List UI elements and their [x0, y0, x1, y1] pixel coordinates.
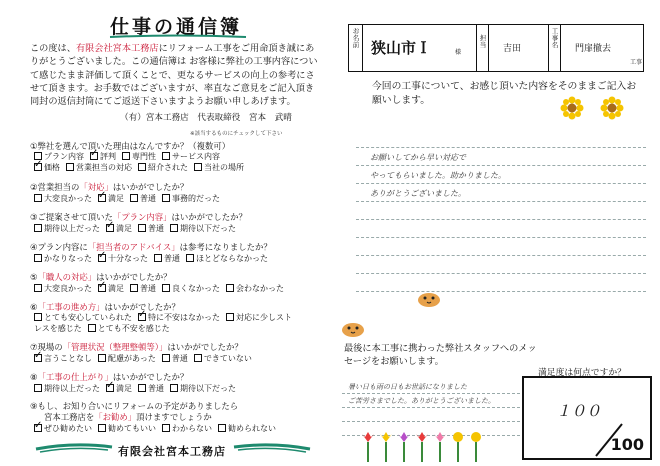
checkbox-checked[interactable]	[98, 284, 106, 292]
checkbox[interactable]	[194, 354, 202, 362]
checkbox[interactable]	[122, 152, 130, 160]
bird-mascot-icon-2	[340, 318, 366, 338]
option-label: 満足	[108, 284, 124, 293]
work-name: 門扉撤去	[575, 44, 612, 54]
handwritten-comment-2: やってもらいました。助かりました。	[370, 171, 506, 180]
checkbox-checked[interactable]	[138, 313, 146, 321]
option-item[interactable]	[226, 283, 284, 294]
checkbox[interactable]	[34, 224, 42, 232]
option-item[interactable]	[122, 151, 156, 162]
option-item[interactable]	[138, 223, 164, 234]
checkbox[interactable]	[162, 284, 170, 292]
checkbox[interactable]	[98, 424, 106, 432]
bird-mascot-icon	[416, 288, 442, 308]
q8-options	[34, 383, 242, 394]
option-label: 対応に少しスト	[236, 313, 292, 322]
option-label: 満足	[116, 384, 132, 393]
q2-options	[34, 193, 226, 204]
option-label: 満足	[116, 224, 132, 233]
question-4: ④プラン内容に「担当者のアドバイス」は参考になりましたか？	[30, 242, 272, 252]
option-item[interactable]	[218, 423, 276, 434]
option-item[interactable]	[98, 283, 124, 294]
option-item[interactable]	[34, 223, 100, 234]
option-label: 普通	[140, 194, 156, 203]
work-suffix: 工事	[630, 59, 643, 66]
honorific: 様	[455, 49, 462, 56]
checkbox-checked[interactable]	[98, 194, 106, 202]
comment-lines	[356, 130, 646, 292]
question-3: ③ご提案させて頂いた「プラン内容」はいかがでしたか？	[30, 212, 247, 222]
checkbox[interactable]	[170, 224, 178, 232]
option-item[interactable]	[98, 353, 156, 364]
option-item[interactable]	[130, 283, 156, 294]
option-label: とても安心していられた	[44, 313, 132, 322]
option-label: できていない	[203, 354, 252, 363]
q1-options-row2	[34, 162, 250, 173]
page-title: 仕事の通信簿	[110, 16, 243, 38]
question-7: ⑦現場の「管理状況（整理整頓等）」はいかがでしたか？	[30, 342, 243, 352]
checkbox[interactable]	[34, 194, 42, 202]
option-label: 大変良かった	[44, 284, 92, 293]
option-item[interactable]	[34, 353, 92, 364]
option-label: 十分なった	[108, 254, 148, 263]
checkbox-checked[interactable]	[34, 354, 42, 362]
option-label: 営業担当の対応	[76, 163, 132, 172]
option-label: 専門性	[132, 152, 156, 161]
handwritten-comment-3: ありがとうございました。	[370, 189, 466, 198]
option-item[interactable]	[162, 283, 220, 294]
option-item[interactable]	[98, 253, 148, 264]
option-label: 特に不安はなかった	[148, 313, 220, 322]
checkbox[interactable]	[218, 424, 226, 432]
q1-options-row1	[34, 151, 226, 162]
checkbox-checked[interactable]	[106, 224, 114, 232]
checkbox[interactable]	[34, 384, 42, 392]
question-9-line2: 宮本工務店を「お勧め」頂けますでしょうか	[44, 412, 212, 422]
option-label: 期待以下だった	[180, 384, 236, 393]
option-item[interactable]	[34, 283, 92, 294]
option-label: 勧めてもいい	[108, 424, 156, 433]
option-item[interactable]	[170, 383, 236, 394]
checkbox[interactable]	[170, 384, 178, 392]
q3-options	[34, 223, 242, 234]
option-label: 普通	[148, 224, 164, 233]
intro-paragraph: この度は、有限会社宮本工務店にリフォーム工事をご用命頂き誠にありがとうございました。この通信簿は お客様に弊社の工事内容について感じたまま評価して頂くことで、更なるサービスの向上の参考にさせて頂きます。お手数ではございますが、率直なご意見をご記入頂き 同封の返信封筒にてご返送下さいますようお願い申しあげます。	[30, 43, 318, 108]
option-label: 配慮があった	[108, 354, 156, 363]
option-item[interactable]	[34, 323, 82, 334]
survey-right-page	[330, 0, 660, 466]
checkbox[interactable]	[226, 313, 234, 321]
option-label: 期待以上だった	[44, 384, 100, 393]
option-item[interactable]	[106, 383, 132, 394]
option-item[interactable]	[34, 193, 92, 204]
checkbox[interactable]	[88, 324, 96, 332]
option-label: 満足	[108, 194, 124, 203]
option-label: とても不安を感じた	[97, 324, 170, 333]
q4-options	[34, 253, 274, 264]
option-label: 普通	[171, 354, 188, 363]
option-label: かなりなった	[44, 254, 92, 263]
option-item[interactable]	[90, 151, 116, 162]
checkbox[interactable]	[162, 152, 170, 160]
option-label: ぜひ勧めたい	[44, 424, 92, 433]
option-label: プラン内容	[44, 152, 84, 161]
question-5: ⑤「職人の対応」はいかがでしたか？	[30, 272, 172, 282]
checkbox-checked[interactable]	[34, 163, 42, 171]
checkbox[interactable]	[226, 284, 234, 292]
handwritten-message-1: 暑い日も雨の日もお世話になりました	[348, 383, 467, 391]
checkbox[interactable]	[130, 194, 138, 202]
checkbox[interactable]	[138, 224, 146, 232]
q5-options	[34, 283, 290, 294]
option-label: 会わなかった	[236, 284, 284, 293]
staff-name: 吉田	[503, 44, 522, 54]
option-item[interactable]	[138, 162, 188, 173]
footer-company: 有限会社宮本工務店	[118, 445, 226, 458]
option-item[interactable]	[66, 162, 132, 173]
q7-options	[34, 353, 258, 364]
checkbox[interactable]	[162, 354, 170, 362]
option-item[interactable]	[162, 423, 212, 434]
option-label: 普通	[148, 384, 164, 393]
option-item[interactable]	[130, 193, 156, 204]
option-label: 紹介された	[148, 163, 188, 172]
option-label: 良くなかった	[172, 284, 220, 293]
option-label: 当社の場所	[204, 163, 244, 172]
checkbox[interactable]	[34, 254, 42, 262]
checkbox[interactable]	[130, 284, 138, 292]
sunflower-icon-2	[600, 96, 624, 120]
checkbox[interactable]	[66, 163, 74, 171]
option-label: 事務的だった	[172, 194, 220, 203]
check-note: ※該当するものにチェックして下さい	[190, 131, 283, 137]
option-item[interactable]	[194, 162, 244, 173]
label-staff: 担当	[479, 34, 487, 49]
option-label: 評判	[100, 152, 116, 161]
brush-stroke-left	[34, 440, 114, 454]
label-work: 工事名	[551, 27, 559, 49]
option-item[interactable]	[34, 253, 92, 264]
question-9-line1: ⑨もし、お知り合いにリフォームの予定がありましたら	[30, 401, 239, 411]
checkbox[interactable]	[162, 194, 170, 202]
checkbox[interactable]	[34, 284, 42, 292]
option-item[interactable]	[98, 193, 124, 204]
option-label: レスを感じた	[34, 324, 82, 333]
checkbox[interactable]	[194, 163, 202, 171]
option-item[interactable]	[194, 353, 252, 364]
option-label: 期待以下だった	[180, 224, 236, 233]
option-label: 普通	[140, 284, 156, 293]
option-label: 価格	[44, 163, 60, 172]
option-label: サービス内容	[172, 152, 220, 161]
option-item[interactable]	[186, 253, 268, 264]
checkbox[interactable]	[138, 384, 146, 392]
signature: （有）宮本工務店 代表取締役 宮本 武晴	[120, 113, 292, 123]
tulip-flowers-icon	[358, 428, 488, 462]
question-1: ①弊社を選んで頂いた理由はなんですか？（複数可）	[30, 141, 231, 151]
score-max: 100	[610, 435, 644, 454]
option-label: わからない	[172, 424, 212, 433]
option-item[interactable]	[226, 312, 292, 323]
option-label: 大変良かった	[44, 194, 92, 203]
option-label: 普通	[164, 254, 180, 263]
sunflower-icon	[560, 96, 584, 120]
option-label: 勧められない	[228, 424, 276, 433]
option-item[interactable]	[34, 162, 60, 173]
option-item[interactable]	[34, 312, 132, 323]
option-item[interactable]	[162, 151, 220, 162]
checkbox[interactable]	[186, 254, 194, 262]
option-label: 期待以上だった	[44, 224, 100, 233]
checkbox-checked[interactable]	[98, 254, 106, 262]
question-2: ②営業担当の「対応」はいかがでしたか？	[30, 182, 189, 192]
option-item[interactable]	[138, 383, 164, 394]
checkbox[interactable]	[138, 163, 146, 171]
question-6: ⑥「工事の進め方」はいかがでしたか？	[30, 302, 180, 312]
checkbox-checked[interactable]	[106, 384, 114, 392]
handwritten-comment-1: お願いしてから早い対応で	[370, 153, 466, 162]
checkbox[interactable]	[162, 424, 170, 432]
option-item[interactable]	[154, 253, 180, 264]
option-item[interactable]	[34, 423, 92, 434]
handwritten-message-2: ご苦労さまでした。ありがとうございました。	[348, 397, 495, 405]
q6-options-row1	[34, 312, 298, 323]
option-label: 言うことなし	[44, 354, 92, 363]
option-label: ほとどならなかった	[196, 254, 268, 263]
option-item[interactable]	[88, 323, 170, 334]
customer-info-box	[348, 24, 644, 72]
checkbox-checked[interactable]	[90, 152, 98, 160]
option-item[interactable]	[162, 193, 220, 204]
label-name: お名前	[352, 27, 360, 49]
option-item[interactable]	[162, 353, 188, 364]
staff-message-prompt: 最後に本工事に携わった弊社スタッフへのメッセージをお願いします。	[344, 343, 537, 367]
q9-options	[34, 423, 282, 434]
customer-name: 狭山市Ｉ	[371, 39, 432, 57]
option-item[interactable]	[138, 312, 220, 323]
satisfaction-label: 満足度は何点ですか？	[538, 368, 626, 378]
option-item[interactable]	[106, 223, 132, 234]
checkbox[interactable]	[34, 313, 42, 321]
comment-prompt: 今回の工事について、お感じ頂いた内容をそのままご記入お願いします。	[372, 81, 637, 106]
option-item[interactable]	[170, 223, 236, 234]
brush-stroke-right	[232, 440, 312, 454]
handwritten-score: １００	[556, 402, 602, 420]
checkbox-checked[interactable]	[34, 424, 42, 432]
title-underline	[108, 34, 248, 40]
checkbox[interactable]	[154, 254, 162, 262]
option-item[interactable]	[98, 423, 156, 434]
q6-options-row2	[34, 323, 176, 334]
score-box	[522, 376, 652, 460]
checkbox[interactable]	[98, 354, 106, 362]
question-8: ⑧「工事の仕上がり」はいかがでしたか？	[30, 372, 189, 382]
option-item[interactable]	[34, 383, 100, 394]
